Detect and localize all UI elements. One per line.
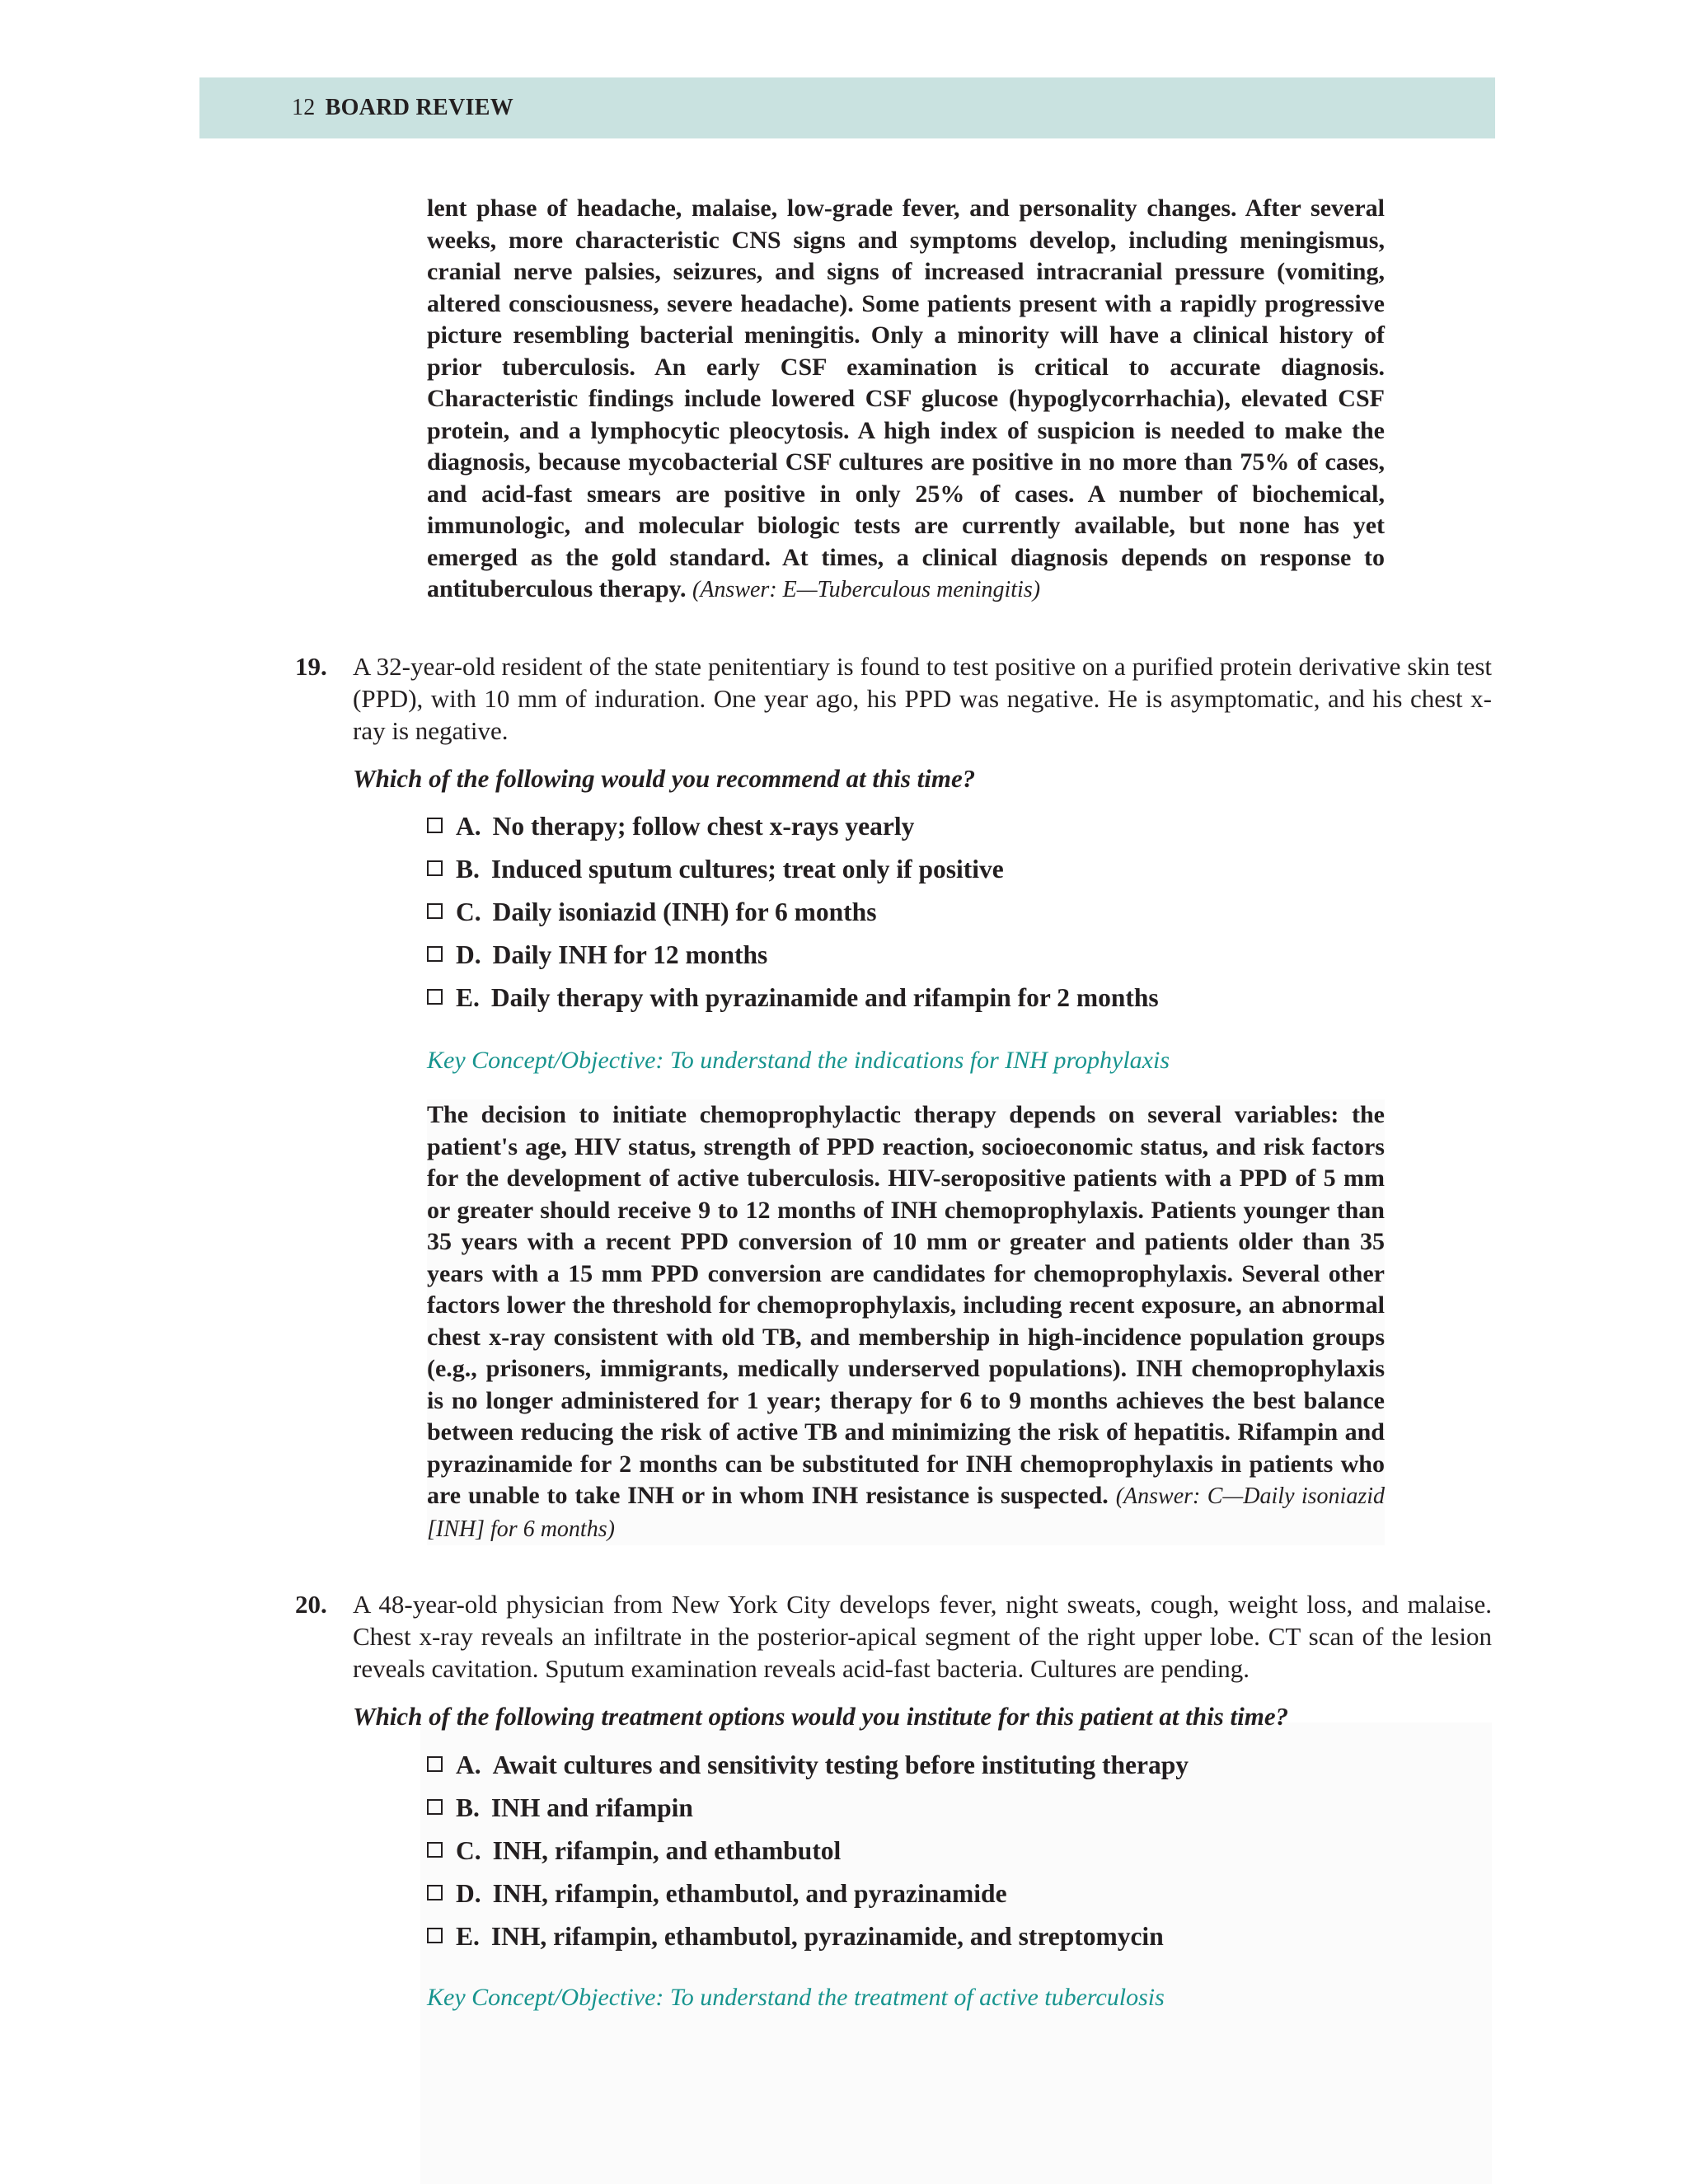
checkbox-icon[interactable] xyxy=(427,818,443,833)
question-stem: A 32-year-old resident of the state penitentiary is found to test positive on a purified protein derivative skin test (PPD), with 10 mm of induration. One year ago, his PPD was negative. He is asymptomatic, and his chest x-ray is negative. xyxy=(353,652,1492,745)
question-prompt: Which of the following would you recommend at this time? xyxy=(353,764,976,793)
answer-option-a[interactable]: A. Await cultures and sensitivity testing before instituting therapy xyxy=(427,1749,1416,1792)
question-20 xyxy=(295,1588,1492,1732)
page-header xyxy=(199,77,1495,138)
q19-options xyxy=(427,810,1416,1024)
answer-option-a[interactable]: A. No therapy; follow chest x-rays yearly xyxy=(427,810,1416,853)
q18-explanation-text: lent phase of headache, malaise, low-grade fever, and personality changes. After several weeks, more characteristic CNS signs and symptoms develop, including meningismus, cranial nerve palsies, seizures, and signs of increased intracranial pressure (vomiting, altered consciousness, severe headache). Some patients present with a rapidly progressive picture resembling bacterial meningitis. Only a minority will have a clinical history of prior tuberculosis. An early CSF examination is critical to accurate diagnosis. Characteristic findings include lowered CSF glucose (hypoglycorrhachia), elevated CSF protein, and a lymphocytic pleocytosis. A high index of suspicion is needed to make the diagnosis, because mycobacterial CSF cultures are positive in no more than 75% of cases, and acid-fast smears are positive in only 25% of cases. A number of biochemical, immunologic, and molecular biologic tests are currently available, but none has yet emerged as the gold standard. At times, a clinical diagnosis depends on response to antituberculous therapy. xyxy=(427,194,1385,602)
checkbox-icon[interactable] xyxy=(427,989,443,1005)
q20-options xyxy=(427,1749,1416,1963)
checkbox-icon[interactable] xyxy=(427,1842,443,1858)
answer-option-b[interactable]: B. Induced sputum cultures; treat only if positive xyxy=(427,853,1416,896)
header-text xyxy=(292,94,513,122)
answer-option-b[interactable]: B. INH and rifampin xyxy=(427,1792,1416,1835)
answer-option-d[interactable]: D. INH, rifampin, ethambutol, and pyrazinamide xyxy=(427,1877,1416,1920)
page-number: 12 xyxy=(292,95,316,120)
checkbox-icon[interactable] xyxy=(427,1799,443,1815)
q19-key-concept: Key Concept/Objective: To understand the indications for INH prophylaxis xyxy=(427,1047,1170,1074)
checkbox-icon[interactable] xyxy=(427,946,443,962)
checkbox-icon[interactable] xyxy=(427,903,443,919)
question-19 xyxy=(295,650,1492,794)
question-number: 20. xyxy=(295,1590,327,1619)
section-title: BOARD REVIEW xyxy=(325,95,514,120)
question-stem: A 48-year-old physician from New York City develops fever, night sweats, cough, weight loss, and malaise. Chest x-ray reveals an infiltrate in the posterior-apical segment of the right upper lobe. CT scan of the lesion reveals cavitation. Sputum examination reveals acid-fast bacteria. Cultures are pending. xyxy=(353,1590,1492,1683)
answer-option-e[interactable]: E. INH, rifampin, ethambutol, pyrazinamide, and streptomycin xyxy=(427,1920,1416,1963)
checkbox-icon[interactable] xyxy=(427,1756,443,1772)
question-prompt: Which of the following treatment options would you institute for this patient at this time? xyxy=(353,1702,1289,1731)
answer-option-d[interactable]: D. Daily INH for 12 months xyxy=(427,939,1416,982)
checkbox-icon[interactable] xyxy=(427,1928,443,1943)
q19-answer: (Answer: C—Daily isoniazid [INH] for 6 months) xyxy=(427,1483,1385,1542)
q20-key-concept: Key Concept/Objective: To understand the treatment of active tuberculosis xyxy=(427,1984,1165,2011)
q18-answer: (Answer: E—Tuberculous meningitis) xyxy=(692,577,1041,602)
question-number: 19. xyxy=(295,652,327,681)
q18-explanation xyxy=(427,193,1385,607)
answer-option-e[interactable]: E. Daily therapy with pyrazinamide and rifampin for 2 months xyxy=(427,982,1416,1024)
checkbox-icon[interactable] xyxy=(427,860,443,876)
checkbox-icon[interactable] xyxy=(427,1885,443,1900)
answer-option-c[interactable]: C. Daily isoniazid (INH) for 6 months xyxy=(427,896,1416,939)
q19-explanation-text: The decision to initiate chemoprophylactic therapy depends on several variables: the patient's age, HIV status, strength of PPD reaction, socioeconomic status, and risk factors for the development of active tuberculosis. HIV-seropositive patients with a PPD of 5 mm or greater should receive 9 to 12 months of INH chemoprophylaxis. Patients younger than 35 years with a recent PPD conversion of 10 mm or greater and patients older than 35 years with a 15 mm PPD conversion are candidates for chemoprophylaxis. Several other factors lower the threshold for chemoprophylaxis, including recent exposure, an abnormal chest x-ray consistent with old TB, and membership in high-incidence population groups (e.g., prisoners, immigrants, medically underserved populations). INH chemoprophylaxis is no longer administered for 1 year; therapy for 6 to 9 months achieves the best balance between reducing the risk of active TB and minimizing the risk of hepatitis. Rifampin and pyrazinamide for 2 months can be substituted for INH chemoprophylaxis in patients who are unable to take INH or in whom INH resistance is suspected. xyxy=(427,1101,1385,1509)
q19-explanation xyxy=(427,1099,1385,1545)
answer-option-c[interactable]: C. INH, rifampin, and ethambutol xyxy=(427,1835,1416,1877)
